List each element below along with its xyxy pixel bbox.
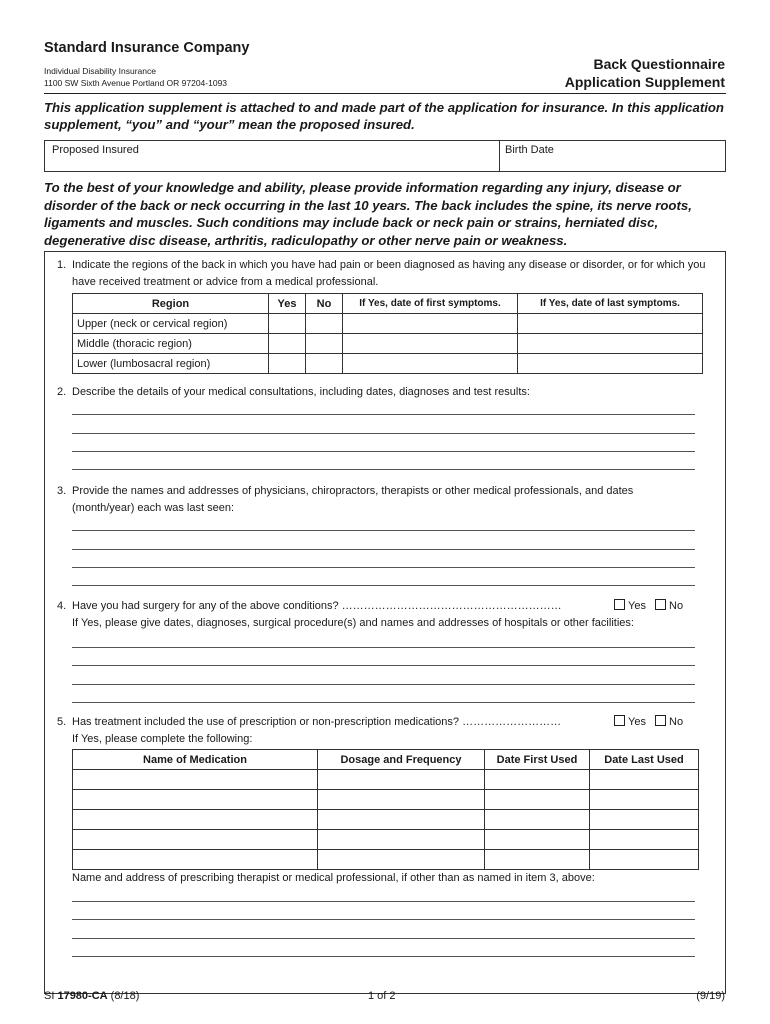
col-no: No	[306, 294, 343, 314]
cell-input[interactable]	[73, 810, 318, 830]
col-first-symptoms: If Yes, date of first symptoms.	[343, 294, 518, 314]
col-date-last: Date Last Used	[590, 750, 699, 770]
cell-input[interactable]	[590, 850, 699, 870]
q4-no-label: No	[669, 600, 684, 612]
cell-input[interactable]	[518, 334, 703, 354]
q5-followup: If Yes, please complete the following:	[72, 733, 253, 745]
table-row	[73, 334, 703, 354]
q5-yes-checkbox[interactable]	[614, 715, 625, 726]
medication-table-header	[73, 750, 699, 770]
answer-line[interactable]	[72, 956, 695, 957]
table-row	[73, 314, 703, 334]
answer-line[interactable]	[72, 665, 695, 666]
cell-input[interactable]	[318, 770, 485, 790]
region-lower: Lower (lumbosacral region)	[73, 354, 269, 374]
company-name: Standard Insurance Company	[44, 40, 250, 56]
cell-input[interactable]	[269, 334, 306, 354]
cell-input[interactable]	[590, 810, 699, 830]
header-rule	[44, 93, 726, 94]
cell-input[interactable]	[343, 314, 518, 334]
cell-input[interactable]	[73, 830, 318, 850]
answer-line[interactable]	[72, 585, 695, 586]
birth-date-field[interactable]: Birth Date	[505, 144, 554, 156]
table-row	[73, 354, 703, 374]
division: Individual Disability Insurance	[44, 66, 156, 76]
answer-line[interactable]	[72, 451, 695, 452]
cell-input[interactable]	[318, 850, 485, 870]
answer-line[interactable]	[72, 901, 695, 902]
region-middle: Middle (thoracic region)	[73, 334, 269, 354]
cell-input[interactable]	[590, 830, 699, 850]
answer-line[interactable]	[72, 469, 695, 470]
knowledge-statement: To the best of your knowledge and ability, please provide information regarding any injury, disease or disorder of the back or neck occurring in the last 10 years. The back includes the spine, its nerve roots, ligaments and muscles. Such conditions may include back or neck pain or strains, herniated disc, degenerative disc disease, arthritis, radiculopathy or other nerve pain or weakness.	[44, 180, 692, 248]
col-yes: Yes	[269, 294, 306, 314]
q1-number: 1.	[57, 259, 67, 271]
cell-input[interactable]	[343, 354, 518, 374]
q5-options	[608, 714, 683, 731]
form-prefix: SI	[44, 990, 58, 1002]
region-table-header	[73, 294, 703, 314]
form-title	[565, 55, 725, 91]
q4-text: Have you had surgery for any of the above conditions? ……………………………………………………	[72, 600, 562, 612]
cell-input[interactable]	[269, 314, 306, 334]
cell-input[interactable]	[318, 810, 485, 830]
cell-input[interactable]	[590, 770, 699, 790]
q4-yes-checkbox[interactable]	[614, 599, 625, 610]
col-last-symptoms: If Yes, date of last symptoms.	[518, 294, 703, 314]
q5-text: Has treatment included the use of prescription or non-prescription medications? ………………………	[72, 716, 562, 728]
q3-number: 3.	[57, 485, 67, 497]
answer-line[interactable]	[72, 647, 695, 648]
cell-input[interactable]	[73, 790, 318, 810]
answer-line[interactable]	[72, 938, 695, 939]
form-number	[44, 990, 139, 1002]
q5-no-checkbox[interactable]	[655, 715, 666, 726]
q1-text: Indicate the regions of the back in which you have had pain or been diagnosed as having any disease or disorder, or for which you have received treatment or advice from a medical professional.	[72, 259, 706, 288]
table-row	[73, 810, 699, 830]
medication-table	[72, 749, 699, 870]
q4-options	[608, 598, 683, 615]
cell-input[interactable]	[485, 850, 590, 870]
cell-input[interactable]	[485, 810, 590, 830]
q3-text: Provide the names and addresses of physicians, chiropractors, therapists or other medical professionals, and dates (month/year) each was last seen:	[72, 485, 634, 514]
form-title-2: Application Supplement	[564, 74, 725, 90]
intro-text: This application supplement is attached to and made part of the application for insurance. In this application supplement, “you” and “your” mean the proposed insured.	[44, 100, 724, 132]
region-upper: Upper (neck or cervical region)	[73, 314, 269, 334]
region-table	[72, 293, 703, 374]
answer-line[interactable]	[72, 702, 695, 703]
col-region: Region	[73, 294, 269, 314]
insured-box	[44, 140, 726, 172]
page-number: 1 of 2	[368, 990, 396, 1002]
form-date: (8/18)	[107, 990, 140, 1002]
table-row	[73, 770, 699, 790]
cell-input[interactable]	[318, 790, 485, 810]
cell-input[interactable]	[518, 314, 703, 334]
q2-text: Describe the details of your medical consultations, including dates, diagnoses and test results:	[72, 386, 530, 398]
q2-number: 2.	[57, 386, 67, 398]
prescriber-prompt: Name and address of prescribing therapist or medical professional, if other than as named in item 3, above:	[72, 872, 595, 884]
cell-input[interactable]	[318, 830, 485, 850]
answer-line[interactable]	[72, 549, 695, 550]
answer-line[interactable]	[72, 433, 695, 434]
cell-input[interactable]	[306, 354, 343, 374]
revision-date: (9/19)	[696, 990, 725, 1002]
q5-yes-label: Yes	[628, 716, 646, 728]
cell-input[interactable]	[73, 770, 318, 790]
form-id: 17980-CA	[57, 990, 108, 1002]
company-address: 1100 SW Sixth Avenue Portland OR 97204-1093	[44, 78, 228, 88]
answer-line[interactable]	[72, 919, 695, 920]
q4-no-checkbox[interactable]	[655, 599, 666, 610]
q5-number: 5.	[57, 716, 67, 728]
q4-followup: If Yes, please give dates, diagnoses, surgical procedure(s) and names and addresses of hospitals or other facilities:	[72, 617, 634, 629]
q4-number: 4.	[57, 600, 67, 612]
cell-input[interactable]	[485, 790, 590, 810]
cell-input[interactable]	[518, 354, 703, 374]
table-row	[73, 850, 699, 870]
answer-line[interactable]	[72, 684, 695, 685]
cell-input[interactable]	[343, 334, 518, 354]
cell-input[interactable]	[73, 850, 318, 870]
table-row	[73, 830, 699, 850]
answer-line[interactable]	[72, 567, 695, 568]
table-row	[73, 790, 699, 810]
cell-input[interactable]	[485, 770, 590, 790]
answer-line[interactable]	[72, 530, 695, 531]
cell-input[interactable]	[590, 790, 699, 810]
proposed-insured-field[interactable]: Proposed Insured	[52, 144, 139, 156]
answer-line[interactable]	[72, 414, 695, 415]
col-dosage: Dosage and Frequency	[318, 750, 485, 770]
q5-no-label: No	[669, 716, 684, 728]
form-title-1: Back Questionnaire	[593, 56, 725, 72]
cell-input[interactable]	[306, 334, 343, 354]
q4-yes-label: Yes	[628, 600, 646, 612]
cell-input[interactable]	[485, 830, 590, 850]
cell-input[interactable]	[306, 314, 343, 334]
col-medication: Name of Medication	[73, 750, 318, 770]
col-date-first: Date First Used	[485, 750, 590, 770]
cell-input[interactable]	[269, 354, 306, 374]
insured-divider	[499, 141, 500, 171]
